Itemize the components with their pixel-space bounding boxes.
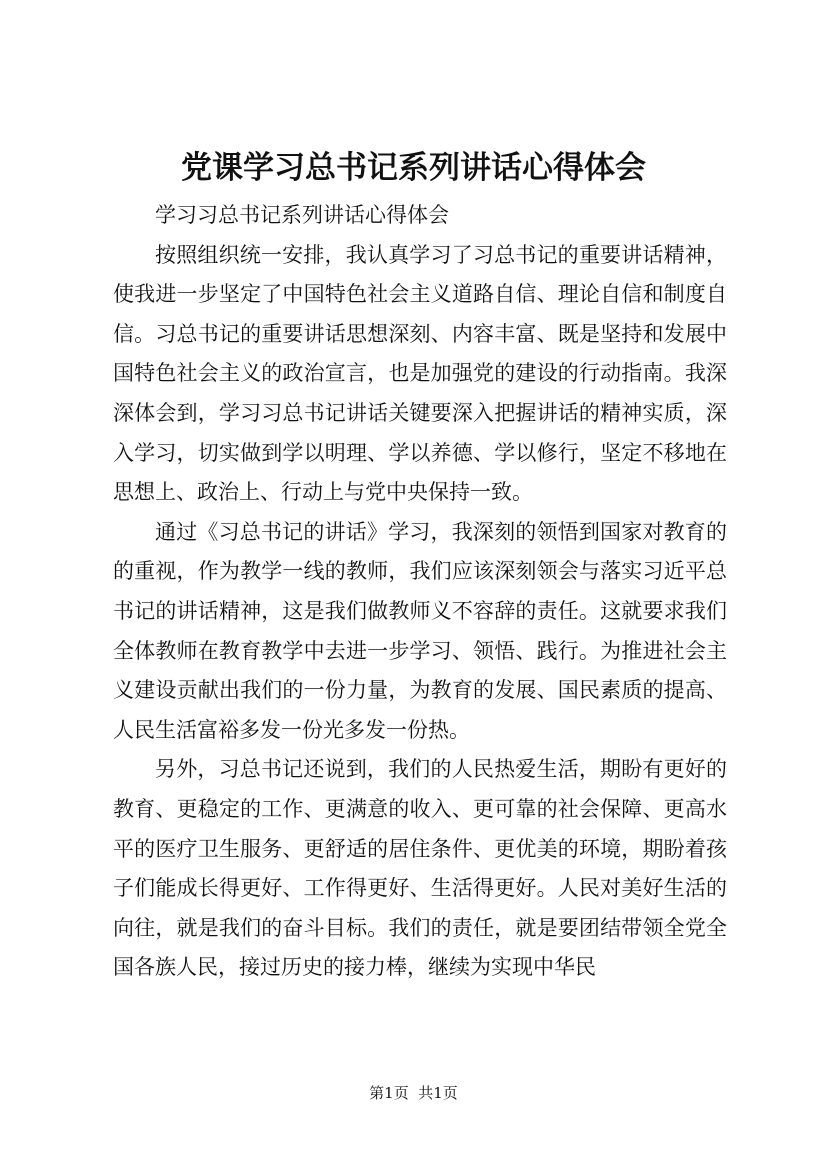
body-paragraph-2: 通过《习总书记的讲话》学习，我深刻的领悟到国家对教育的的重视，作为教学一线的教师，我们应该深刻领会与落实习近平总书记的讲话精神，这是我们做教师义不容辞的责任。这就要求我们全体教师在教育教学中去进一步学习、领悟、践行。为推进社会主义建设贡献出我们的一份力量，为教育的发展、国民素质的提高、人民生活富裕多发一份光多发一份热。 [113, 519, 727, 742]
document-title: 党课学习总书记系列讲话心得体会 [181, 150, 646, 186]
subtitle-paragraph: 学习习总书记系列讲话心得体会 [155, 203, 449, 227]
page-footer [0, 1082, 827, 1104]
page-total: 共1页 [418, 1084, 458, 1102]
page-number: 第1页 [369, 1084, 409, 1102]
document-body [113, 196, 727, 988]
body-paragraph-1: 按照组织统一安排，我认真学习了习总书记的重要讲话精神，使我进一步坚定了中国特色社会主义道路自信、理论自信和制度自信。习总书记的重要讲话思想深刻、内容丰富、既是坚持和发展中国特色社会主义的政治宣言，也是加强党的建设的行动指南。我深深体会到，学习习总书记讲话关键要深入把握讲话的精神实质，深入学习，切实做到学以明理、学以养德、学以修行，坚定不移地在思想上、政治上、行动上与党中央保持一致。 [113, 242, 727, 505]
body-paragraph-3: 另外，习总书记还说到，我们的人民热爱生活，期盼有更好的教育、更稳定的工作、更满意的收入、更可靠的社会保障、更高水平的医疗卫生服务、更舒适的居住条件、更优美的环境，期盼着孩子们能成长得更好、工作得更好、生活得更好。人民对美好生活的向往，就是我们的奋斗目标。我们的责任，就是要团结带领全党全国各族人民，接过历史的接力棒，继续为实现中华民 [113, 757, 727, 980]
